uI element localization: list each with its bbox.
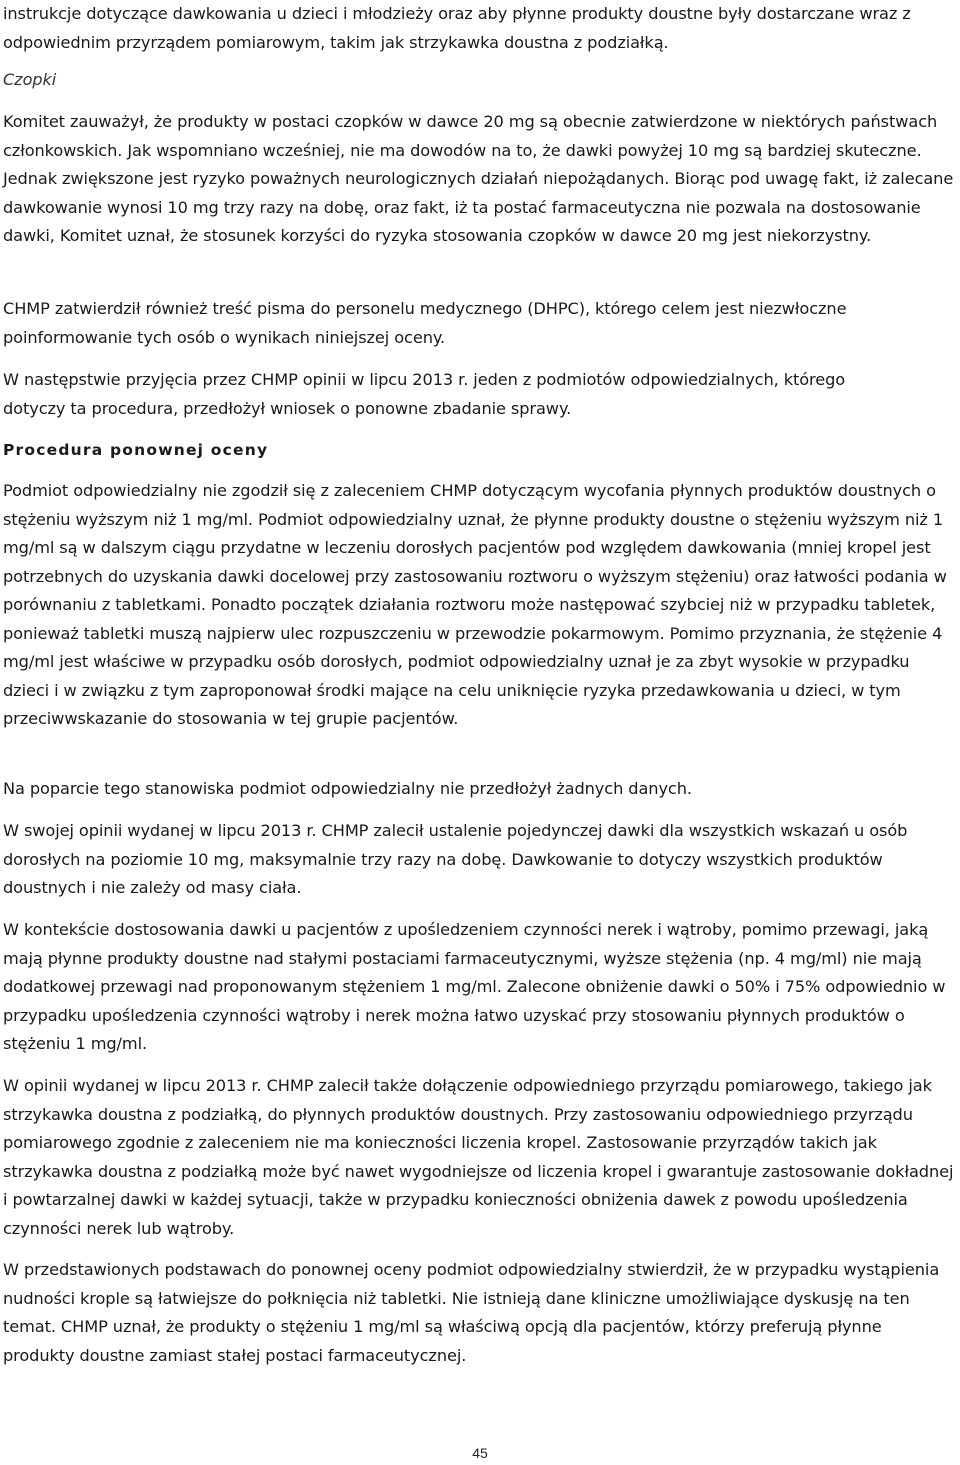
reexam-paragraph-3: W swojej opinii wydanej w lipcu 2013 r. CHMP zalecił ustalenie pojedynczej dawki dla wszystkich wskazań u osób dorosłych na poziomie 10 mg, maksymalnie trzy razy na dobę. Dawkowanie to dotyczy wszystkich produktów doustnych i nie zależy od masy ciała. <box>3 821 908 897</box>
intro-paragraph: instrukcje dotyczące dawkowania u dzieci i młodzieży oraz aby płynne produkty doustne były dostarczane wraz z odpowiednim przyrządem pomiarowym, takim jak strzykawka doustna z podziałką. <box>3 4 911 52</box>
reexam-paragraph-2: Na poparcie tego stanowiska podmiot odpowiedzialny nie przedłożył żadnych danych. <box>3 779 692 798</box>
reexam-paragraph-5: W opinii wydanej w lipcu 2013 r. CHMP zalecił także dołączenie odpowiedniego przyrządu pomiarowego, takiego jak strzykawka doustna z podziałką, do płynnych produktów doustnych. Przy zastosowaniu odpowiedniego przyrządu pomiarowego zgodnie z zaleceniem nie ma konieczności liczenia kropel. Zastosowanie przyrządów takich jak strzykawka doustna z podziałką może być nawet wygodniejsze od liczenia kropel i gwarantuje zastosowanie dokładnej i powtarzalnej dawki w każdej sytuacji, także w przypadku konieczności obniżenia dawek z powodu upośledzenia czynności nerek lub wątroby. <box>3 1076 954 1238</box>
page-number: 45 <box>472 1445 488 1461</box>
reexam-paragraph-4: W kontekście dostosowania dawki u pacjentów z upośledzeniem czynności nerek i wątroby, pomimo przewagi, jaką mają płynne produkty doustne nad stałymi postaciami farmaceutycznymi, wyższe stężenia (np. 4 mg/ml) nie mają dodatkowej przewagi nad proponowanym stężeniem 1 mg/ml. Zalecone obniżenie dawki o 50% i 75% odpowiednio w przypadku upośledzenia czynności wątroby i nerek można łatwo uzyskać przy stosowaniu płynnych produktów o stężeniu 1 mg/ml. <box>3 920 946 1053</box>
followup-paragraph: W następstwie przyjęcia przez CHMP opinii w lipcu 2013 r. jeden z podmiotów odpowiedzialnych, którego dotyczy ta procedura, przedłożył wniosek o ponowne zbadanie sprawy. <box>3 370 846 418</box>
dhpc-paragraph: CHMP zatwierdził również treść pisma do personelu medycznego (DHPC), którego celem jest niezwłoczne poinformowanie tych osób o wynikach niniejszej oceny. <box>3 299 847 347</box>
reexam-paragraph-1: Podmiot odpowiedzialny nie zgodził się z zaleceniem CHMP dotyczącym wycofania płynnych produktów doustnych o stężeniu wyższym niż 1 mg/ml. Podmiot odpowiedzialny uznał, że płynne produkty doustne o stężeniu wyższym niż 1 mg/ml są w dalszym ciągu przydatne w leczeniu dorosłych pacjentów pod względem dawkowania (mniej kropel jest potrzebnych do uzyskania dawki docelowej przy zastosowaniu roztworu o wyższym stężeniu) oraz łatwości podania w porównaniu z tabletkami. Ponadto początek działania roztworu może następować szybciej niż w przypadku tabletek, ponieważ tabletki muszą najpierw ulec rozpuszczeniu w przewodzie pokarmowym. Pomimo przyznania, że stężenie 4 mg/ml jest właściwe w przypadku osób dorosłych, podmiot odpowiedzialny uznał je za zbyt wysokie w przypadku dzieci i w związku z tym zaproponował środki mające na celu uniknięcie ryzyka przedawkowania u dzieci, w tym przeciwwskazanie do stosowania w tej grupie pacjentów. <box>3 481 947 728</box>
suppositories-heading: Czopki <box>3 70 57 89</box>
suppositories-paragraph: Komitet zauważył, że produkty w postaci czopków w dawce 20 mg są obecnie zatwierdzone w niektórych państwach członkowskich. Jak wspomniano wcześniej, nie ma dowodów na to, że dawki powyżej 10 mg są bardziej skuteczne. Jednak zwiększone jest ryzyko poważnych neurologicznych działań niepożądanych. Biorąc pod uwagę fakt, iż zalecane dawkowanie wynosi 10 mg trzy razy na dobę, oraz fakt, iż ta postać farmaceutyczna nie pozwala na dostosowanie dawki, Komitet uznał, że stosunek korzyści do ryzyka stosowania czopków w dawce 20 mg jest niekorzystny. <box>3 112 954 245</box>
reexam-heading: Procedura ponownej oceny <box>3 441 269 459</box>
reexam-paragraph-6: W przedstawionych podstawach do ponownej oceny podmiot odpowiedzialny stwierdził, że w przypadku wystąpienia nudności krople są łatwiejsze do połknięcia niż tabletki. Nie istnieją dane kliniczne umożliwiające dyskusję na ten temat. CHMP uznał, że produkty o stężeniu 1 mg/ml są właściwą opcją dla pacjentów, którzy preferują płynne produkty doustne zamiast stałej postaci farmaceutycznej. <box>3 1260 940 1365</box>
